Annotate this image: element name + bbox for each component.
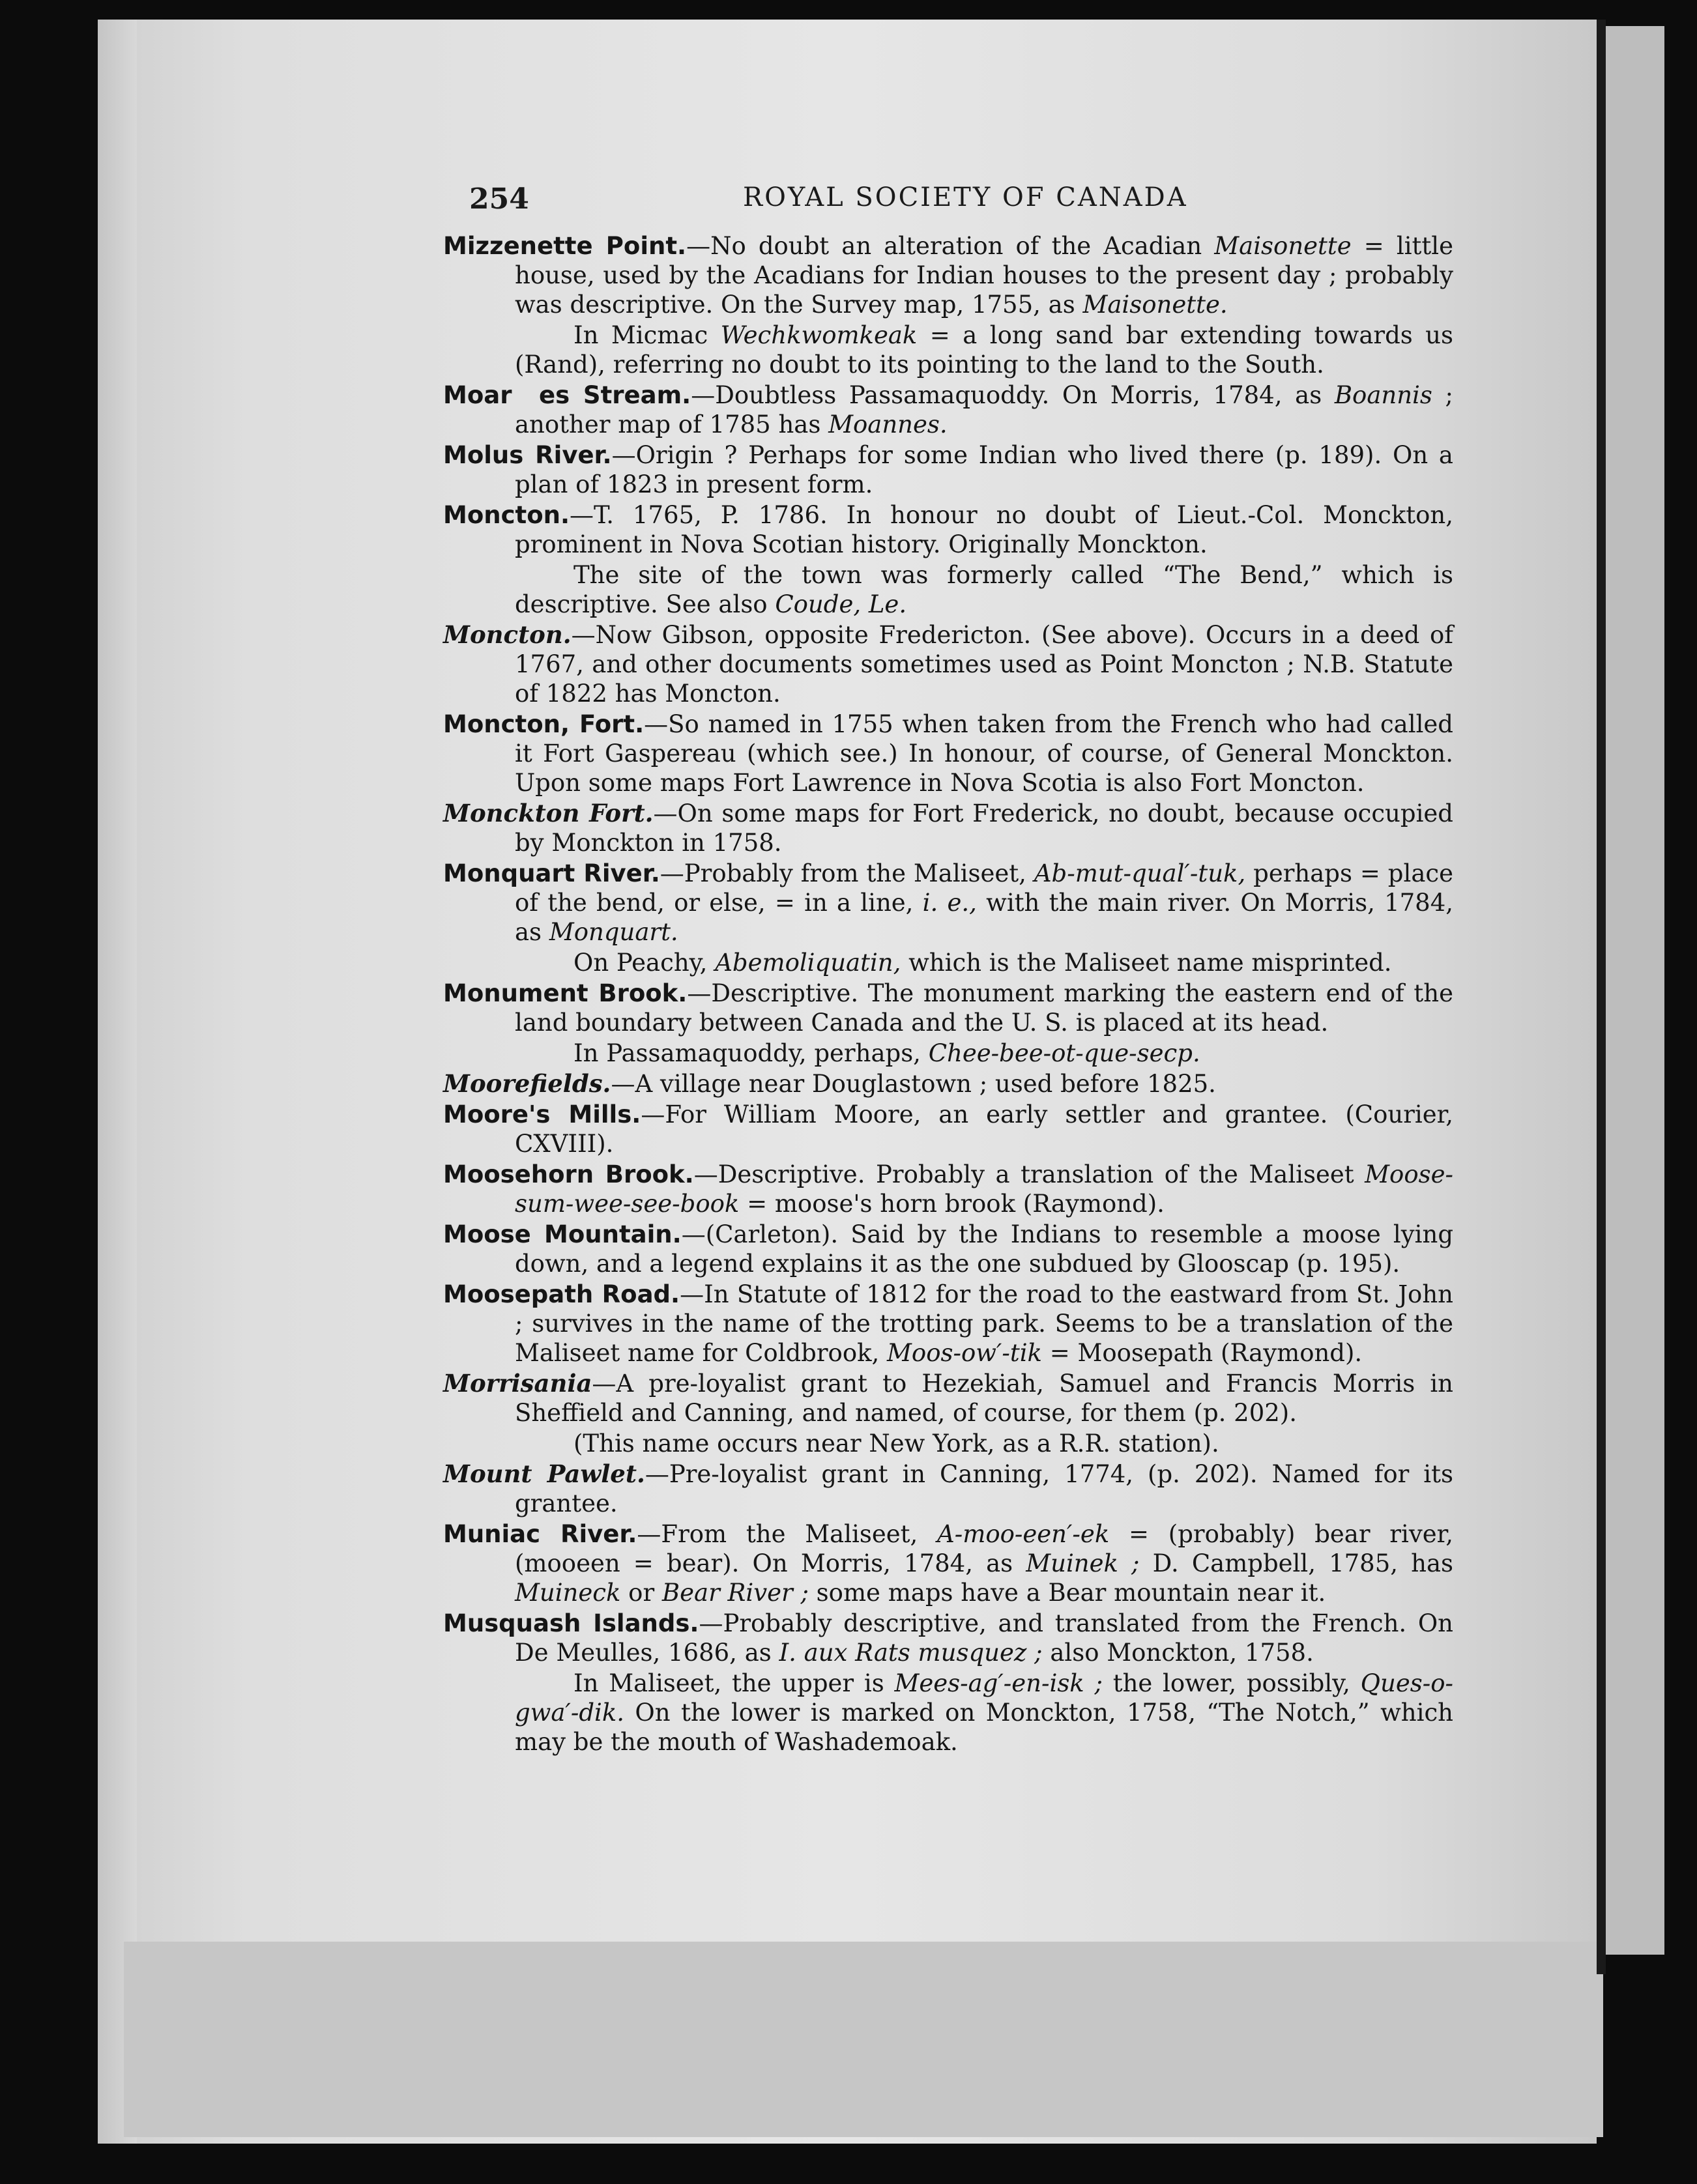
entry-text: perhaps = place of the bend, or else, = in a line, [515, 859, 1453, 917]
entry-text: —From the Maliseet, [637, 1520, 938, 1548]
entry-headword: Moose Mountain. [443, 1220, 682, 1248]
entry-headword: Moore's Mills. [443, 1100, 641, 1128]
entry-headword: Monckton Fort. [443, 799, 654, 827]
italic-text: Muineck [515, 1579, 621, 1607]
entry-text: —So named in 1755 when taken from the French who had called it Fort Gaspereau (which see.) In honour, of course, of General Monckton. Upon some maps Fort Lawrence in Nova Scotia is also Fort Moncton. [515, 710, 1453, 797]
entry-text: —(Carleton). Said by the Indians to resemble a moose lying down, and a legend explains it as the one subdued by Glooscap (p. 195). [515, 1220, 1454, 1278]
page-number: 254 [469, 182, 529, 216]
entry [443, 979, 1453, 1037]
entry-text: —A village near Douglastown ; used before 1825. [611, 1070, 1216, 1098]
entry-text: In Passamaquoddy, perhaps, [573, 1039, 929, 1067]
book-edge [98, 20, 137, 2144]
italic-text: I. aux Rats musquez ; [779, 1639, 1043, 1667]
entry-text: or [620, 1579, 662, 1607]
entry-text: —Now Gibson, opposite Fredericton. (See above). Occurs in a deed of 1767, and other documents sometimes used as Point Moncton ; N.B. Statute of 1822 has Moncton. [515, 621, 1453, 708]
entry-headword: Moncton. [443, 501, 570, 529]
italic-text: Chee-bee-ot-que-secp. [928, 1039, 1200, 1067]
entry-text: —For William Moore, an early settler and grantee. (Courier, CXVIII). [515, 1100, 1453, 1158]
italic-text: Monquart. [549, 918, 678, 946]
italic-text: Bear River ; [661, 1579, 809, 1607]
entry-continuation [443, 560, 1453, 619]
entry-headword: Monquart River. [443, 859, 660, 887]
entry-headword: Molus River. [443, 441, 612, 469]
entry-continuation [443, 321, 1453, 379]
entry-text: The site of the town was formerly called “The Bend,” which is descriptive. See also [515, 561, 1453, 618]
entry-headword: Mount Pawlet. [443, 1459, 645, 1488]
entry [443, 1609, 1453, 1667]
entry-text: —Descriptive. Probably a translation of the Maliseet [693, 1160, 1365, 1188]
italic-text: Moannes. [828, 410, 948, 438]
entry-continuation [443, 948, 1453, 977]
entry-text: —In Statute of 1812 for the road to the eastward from St. John ; survives in the name of the trotting park. Seems to be a translation of the Maliseet name for Coldbrook, [515, 1280, 1453, 1367]
entry [443, 1160, 1453, 1218]
entry [443, 440, 1453, 499]
entry [443, 710, 1453, 797]
italic-text: Ques-o-gwa′-dik. [515, 1669, 1453, 1727]
entry-text: which is the Maliseet name misprinted. [901, 949, 1392, 977]
entry-text: —A pre-loyalist grant to Hezekiah, Samuel and Francis Morris in Sheffield and Canning, and named, of course, for them (p. 202). [515, 1370, 1453, 1427]
italic-text: Maisonette [1214, 232, 1352, 260]
entry-continuation [443, 1669, 1453, 1757]
entry-text: some maps have a Bear mountain near it. [808, 1579, 1326, 1607]
entry-text: = Moosepath (Raymond). [1041, 1339, 1363, 1367]
entry-text: also Monckton, 1758. [1042, 1639, 1314, 1667]
entry-text: —T. 1765, P. 1786. In honour no doubt of Lieut.-Col. Monckton, prominent in Nova Scotian history. Originally Monckton. [515, 501, 1453, 558]
entry-text: = little house, used by the Acadians for Indian houses to the present day ; probably was descriptive. On the Survey map, 1755, as [515, 232, 1453, 319]
entry [443, 1220, 1453, 1278]
entry-headword: Moncton. [443, 620, 572, 649]
entry [443, 500, 1453, 559]
entry [443, 620, 1453, 708]
entry-text: (This name occurs near New York, as a R.R. station). [573, 1430, 1219, 1458]
entry [443, 1459, 1453, 1518]
entry-text: with the main river. On Morris, 1784, as [515, 889, 1454, 946]
entry [443, 1369, 1453, 1428]
entry-headword: Monument Brook. [443, 979, 688, 1007]
italic-text: Mees-ag′-en-isk ; [894, 1669, 1103, 1697]
italic-text: Muinek ; [1026, 1549, 1140, 1577]
entry-headword: Musquash Islands. [443, 1609, 699, 1637]
italic-text: Moose-sum-wee-see-book [515, 1160, 1453, 1218]
entry-text: —Origin ? Perhaps for some Indian who lived there (p. 189). On a plan of 1823 in present form. [515, 441, 1453, 498]
entry-headword: Moosehorn Brook. [443, 1160, 694, 1188]
entry-text: —Pre-loyalist grant in Canning, 1774, (p. 202). Named for its grantee. [515, 1460, 1453, 1517]
italic-text: i. e., [922, 889, 977, 917]
entry-headword: Moncton, Fort. [443, 710, 645, 738]
under-sheet [124, 1942, 1603, 2137]
italic-text: Maisonette. [1082, 291, 1228, 319]
italic-text: Abemoliquatin, [715, 949, 901, 977]
entry-text: = a long sand bar extending towards us (Rand), referring no doubt to its pointing to the land to the South. [515, 321, 1453, 379]
entry-text: —On some maps for Fort Frederick, no doubt, because occupied by Monckton in 1758. [515, 799, 1453, 857]
entry-headword: Morrisania [443, 1369, 592, 1398]
entry-text: On Peachy, [573, 949, 716, 977]
entry-text: —Probably from the Maliseet, [660, 859, 1034, 887]
entry-text: = (probably) bear river, (mooeen = bear). On Morris, 1784, as [515, 1520, 1454, 1577]
entry-text: —No doubt an alteration of the Acadian [686, 232, 1215, 260]
italic-text: A-moo-een′-ek [937, 1520, 1110, 1548]
entry-text: = moose's horn brook (Raymond). [739, 1190, 1165, 1218]
entry-text: In Maliseet, the upper is [573, 1669, 895, 1697]
entry-text: In Micmac [573, 321, 721, 349]
running-head: ROYAL SOCIETY OF CANADA [743, 182, 1188, 212]
italic-text: Ab-mut-qual′-tuk, [1034, 859, 1246, 887]
entry-text: —Probably descriptive, and translated from the French. On De Meulles, 1686, as [515, 1609, 1453, 1667]
entry [443, 859, 1453, 947]
entry [443, 1519, 1453, 1607]
entry-continuation [443, 1039, 1453, 1068]
entry-continuation [443, 1429, 1453, 1458]
italic-text: Wechkwomkeak [720, 321, 918, 349]
gazetteer-entries [443, 231, 1453, 1758]
entry-text: —Doubtless Passamaquoddy. On Morris, 1784, as [691, 381, 1335, 409]
italic-text: Boannis [1334, 381, 1432, 409]
entry-text: ; another map of 1785 has [515, 381, 1454, 438]
entry-text: On the lower is marked on Monckton, 1758, “The Notch,” which may be the mouth of Washademoak. [515, 1699, 1453, 1756]
entry [443, 381, 1453, 439]
entry-headword: Moorefields. [443, 1069, 611, 1098]
entry [443, 799, 1453, 857]
entry [443, 1280, 1453, 1368]
entry-text: the lower, possibly, [1102, 1669, 1361, 1697]
entry-headword: Mizzenette Point. [443, 232, 687, 260]
italic-text: Moos-ow′-tik [887, 1339, 1042, 1367]
entry [443, 1069, 1453, 1099]
italic-text: Coude, Le. [775, 590, 907, 618]
entry-headword: Moosepath Road. [443, 1280, 680, 1308]
entry [443, 1100, 1453, 1158]
binding-line [1597, 20, 1606, 1974]
entry-text: D. Campbell, 1785, has [1139, 1549, 1454, 1577]
entry [443, 231, 1453, 319]
entry-headword: Muniac River. [443, 1520, 637, 1548]
right-page-edge [1606, 26, 1664, 1955]
entry-text: —Descriptive. The monument marking the eastern end of the land boundary between Canada and the U. S. is placed at its head. [515, 979, 1453, 1037]
entry-headword: Moar es Stream. [443, 381, 691, 409]
